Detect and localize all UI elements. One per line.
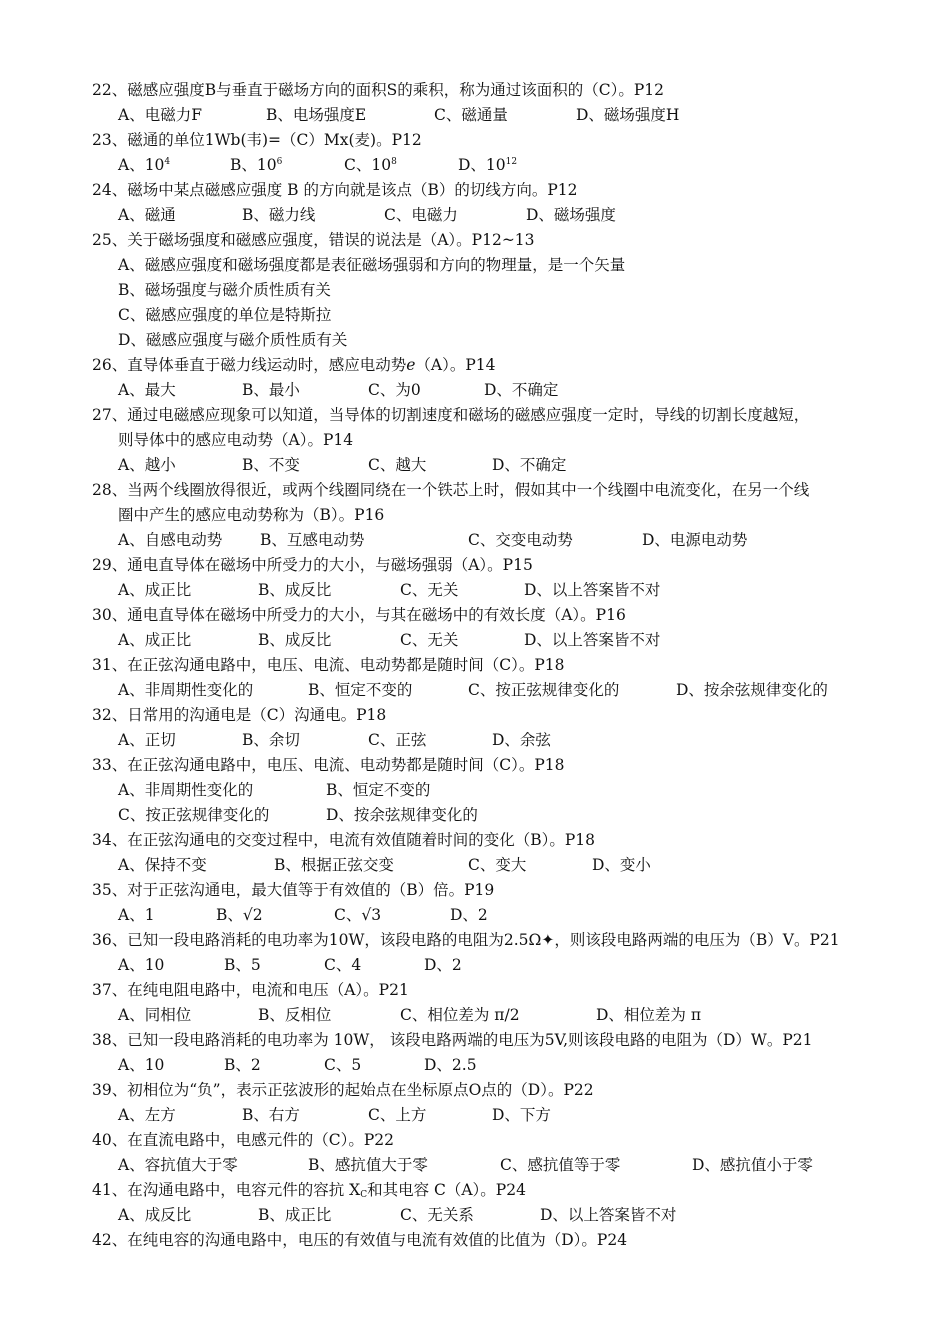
option-b: B、2 <box>224 1056 261 1074</box>
option-c: C、电磁力 <box>384 206 458 224</box>
option-c <box>344 153 397 177</box>
question-41-answer: 和其电容 C（A）。P24 <box>367 1181 526 1199</box>
option-d: D、余弦 <box>492 731 551 749</box>
option-b: B、5 <box>224 956 261 974</box>
question-26 <box>92 353 892 377</box>
option-c: C、越大 <box>368 456 427 474</box>
option-a: A、容抗值大于零 <box>118 1156 238 1174</box>
question-27-continued: 则导体中的感应电动势（A）。P14 <box>118 431 354 449</box>
option-d: D、2 <box>424 956 462 974</box>
option-b-exponent: 6 <box>276 157 283 167</box>
option-c: C、无关系 <box>400 1206 474 1224</box>
option-a: A、保持不变 <box>118 856 207 874</box>
question-36: 36、已知一段电路消耗的电功率为10W，该段电路的电阻为2.5Ω✦，则该段电路两端的电压为（B）V。P21 <box>92 931 840 949</box>
option-d: D、以上答案皆不对 <box>524 581 661 599</box>
question-31: 31、在正弦沟通电路中，电压、电流、电动势都是随时间（C）。P18 <box>92 656 565 674</box>
option-b: B、感抗值大于零 <box>308 1156 428 1174</box>
option-c: C、√3 <box>334 906 382 924</box>
option-c: C、按正弦规律变化的 <box>468 681 620 699</box>
option-b: B、电场强度E <box>266 106 367 124</box>
option-b: B、最小 <box>242 381 300 399</box>
option-b: B、互感电动势 <box>260 531 365 549</box>
question-35: 35、对于正弦沟通电，最大值等于有效值的（B）倍。P19 <box>92 881 495 899</box>
option-d: D、磁场强度H <box>576 106 680 124</box>
option-a: A、磁感应强度和磁场强度都是表征磁场强弱和方向的物理量，是一个矢量 <box>118 256 626 274</box>
option-c-base: C、10 <box>344 156 392 174</box>
question-24: 24、磁场中某点磁感应强度 B 的方向就是该点（B）的切线方向。P12 <box>92 181 578 199</box>
question-41-text: 41、在沟通电路中，电容元件的容抗 X <box>92 1181 361 1199</box>
option-c: C、正弦 <box>368 731 427 749</box>
option-c: C、5 <box>324 1056 362 1074</box>
option-a: A、最大 <box>118 381 176 399</box>
question-38: 38、已知一段电路消耗的电功率为 10W， 该段电路两端的电压为5V,则该段电路的电阻为（D）W。P21 <box>92 1031 813 1049</box>
option-d: D、变小 <box>592 856 651 874</box>
option-d: D、下方 <box>492 1106 551 1124</box>
option-c: C、相位差为 π/2 <box>400 1006 520 1024</box>
option-d: D、电源电动势 <box>642 531 748 549</box>
option-d: D、感抗值小于零 <box>692 1156 813 1174</box>
option-b: B、磁场强度与磁介质性质有关 <box>118 281 331 299</box>
option-b: B、成正比 <box>258 1206 332 1224</box>
option-d <box>458 153 517 177</box>
option-d: D、磁场强度 <box>526 206 616 224</box>
option-a: A、正切 <box>118 731 176 749</box>
option-d-exponent: 12 <box>505 157 518 167</box>
question-22: 22、磁感应强度B与垂直于磁场方向的面积S的乘积，称为通过该面积的（C）。P12 <box>92 81 664 99</box>
option-b: B、余切 <box>242 731 300 749</box>
question-27: 27、通过电磁感应现象可以知道，当导体的切割速度和磁场的磁感应强度一定时，导线的切割长度越短， <box>92 406 810 424</box>
option-c: C、上方 <box>368 1106 427 1124</box>
option-d: D、按余弦规律变化的 <box>326 806 478 824</box>
question-23: 23、磁通的单位1Wb(韦)=（C）Mx(麦)。P12 <box>92 131 422 149</box>
option-a: A、成正比 <box>118 581 192 599</box>
capacitive-subscript: C <box>360 1190 368 1200</box>
option-a: A、左方 <box>118 1106 176 1124</box>
option-d: D、以上答案皆不对 <box>524 631 661 649</box>
option-a: A、磁通 <box>118 206 176 224</box>
question-33: 33、在正弦沟通电路中，电压、电流、电动势都是随时间（C）。P18 <box>92 756 565 774</box>
option-a: A、1 <box>118 906 155 924</box>
question-26-text: 26、直导体垂直于磁力线运动时，感应电动势 <box>92 356 407 374</box>
question-37: 37、在纯电阻电路中，电流和电压（A）。P21 <box>92 981 409 999</box>
option-b: B、不变 <box>242 456 300 474</box>
option-a: A、越小 <box>118 456 176 474</box>
question-28-continued: 圈中产生的感应电动势称为（B）。P16 <box>118 506 385 524</box>
option-d: D、2.5 <box>424 1056 477 1074</box>
option-b-base: B、10 <box>230 156 277 174</box>
question-29: 29、通电直导体在磁场中所受力的大小，与磁场强弱（A）。P15 <box>92 556 533 574</box>
question-30: 30、通电直导体在磁场中所受力的大小，与其在磁场中的有效长度（A）。P16 <box>92 606 626 624</box>
question-32: 32、日常用的沟通电是（C）沟通电。P18 <box>92 706 387 724</box>
option-c: C、为0 <box>368 381 421 399</box>
question-34: 34、在正弦沟通电的交变过程中，电流有效值随着时间的变化（B）。P18 <box>92 831 596 849</box>
question-41 <box>92 1178 892 1202</box>
option-a: A、成反比 <box>118 1206 192 1224</box>
option-d: D、2 <box>450 906 488 924</box>
option-b: B、成反比 <box>258 581 332 599</box>
option-a: A、10 <box>118 1056 165 1074</box>
option-a: A、非周期性变化的 <box>118 681 254 699</box>
option-c: C、磁通量 <box>434 106 508 124</box>
option-d: D、以上答案皆不对 <box>540 1206 677 1224</box>
option-a: A、非周期性变化的 <box>118 781 254 799</box>
option-a-base: A、10 <box>118 156 165 174</box>
option-c: C、按正弦规律变化的 <box>118 806 270 824</box>
option-b: B、恒定不变的 <box>326 781 431 799</box>
option-a: A、自感电动势 <box>118 531 223 549</box>
option-c: C、感抗值等于零 <box>500 1156 621 1174</box>
option-c-exponent: 8 <box>391 157 397 167</box>
option-c: C、无关 <box>400 581 459 599</box>
question-39: 39、初相位为“负”，表示正弦波形的起始点在坐标原点O点的（D）。P22 <box>92 1081 594 1099</box>
option-d: D、按余弦规律变化的 <box>676 681 828 699</box>
option-b: B、右方 <box>242 1106 300 1124</box>
option-a: A、成正比 <box>118 631 192 649</box>
option-d-base: D、10 <box>458 156 506 174</box>
option-b: B、成反比 <box>258 631 332 649</box>
option-a-exponent: 4 <box>164 157 171 167</box>
option-d: D、不确定 <box>492 456 567 474</box>
option-c: C、4 <box>324 956 362 974</box>
option-a: A、电磁力F <box>118 106 202 124</box>
question-26-answer: （A）。P14 <box>415 356 496 374</box>
question-25: 25、关于磁场强度和磁感应强度，错误的说法是（A）。P12~13 <box>92 231 535 249</box>
question-42: 42、在纯电容的沟通电路中，电压的有效值与电流有效值的比值为（D）。P24 <box>92 1231 628 1249</box>
option-d: D、磁感应强度与磁介质性质有关 <box>118 331 348 349</box>
option-b: B、√2 <box>216 906 263 924</box>
option-a <box>118 153 170 177</box>
option-a: A、同相位 <box>118 1006 192 1024</box>
option-b: B、恒定不变的 <box>308 681 413 699</box>
option-b: B、根据正弦交变 <box>274 856 394 874</box>
option-c: C、交变电动势 <box>468 531 573 549</box>
option-b: B、磁力线 <box>242 206 316 224</box>
option-d: D、相位差为 π <box>596 1006 702 1024</box>
question-40: 40、在直流电路中，电感元件的（C）。P22 <box>92 1131 394 1149</box>
option-d: D、不确定 <box>484 381 559 399</box>
option-b <box>230 153 282 177</box>
option-a: A、10 <box>118 956 165 974</box>
option-c: C、变大 <box>468 856 527 874</box>
option-c: C、磁感应强度的单位是特斯拉 <box>118 306 332 324</box>
emf-variable: e <box>406 356 416 374</box>
option-b: B、反相位 <box>258 1006 332 1024</box>
question-28: 28、当两个线圈放得很近，或两个线圈同绕在一个铁芯上时，假如其中一个线圈中电流变化，在另一个线 <box>92 481 810 499</box>
option-c: C、无关 <box>400 631 459 649</box>
